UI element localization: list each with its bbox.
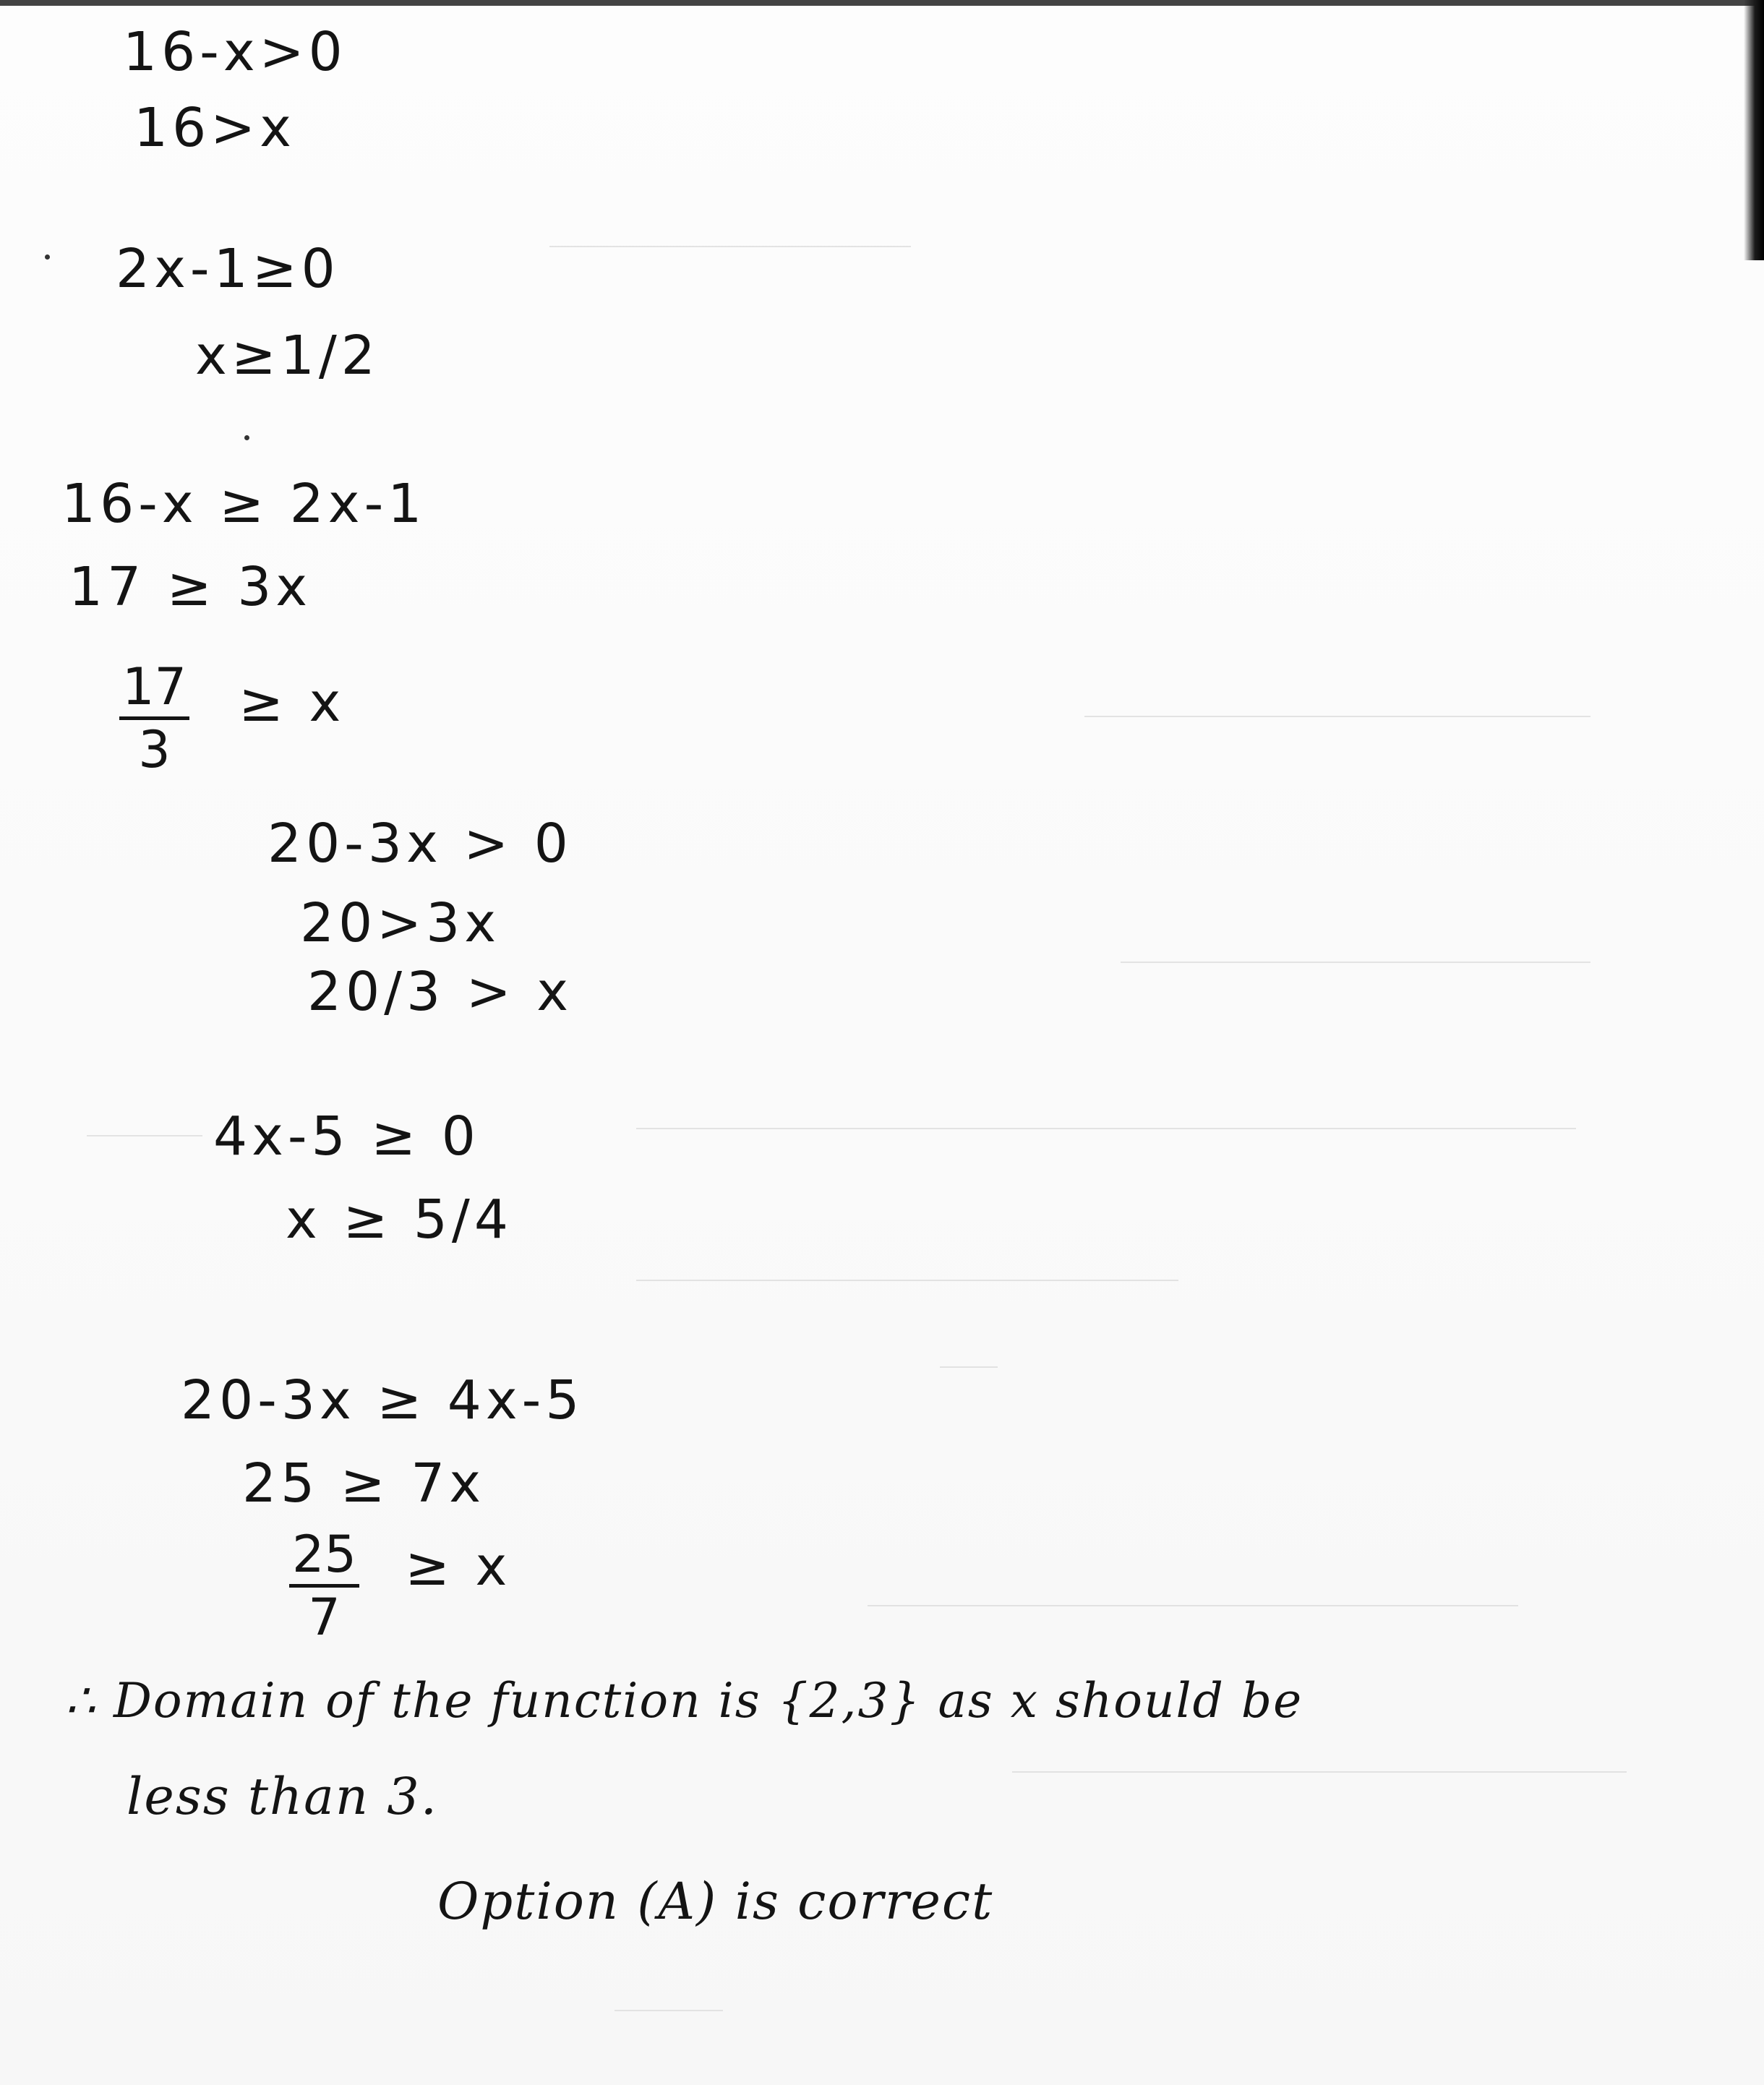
- working-line-2: 16>x: [134, 97, 296, 159]
- conclusion-line-1: ∴ Domain of the function is {2,3} as x should be: [65, 1673, 1303, 1729]
- page-right-edge: [1744, 0, 1764, 260]
- ruled-line: [1012, 1771, 1627, 1773]
- ruled-line: [1084, 716, 1590, 717]
- ruled-line: [636, 1128, 1576, 1129]
- working-line-5: 16-x ≥ 2x-1: [61, 473, 427, 535]
- fraction-17-over-3: [119, 657, 189, 779]
- ruled-line: [1121, 962, 1590, 963]
- fraction-denominator: 3: [138, 720, 171, 779]
- working-line-7-rest: ≥ x: [239, 672, 346, 734]
- working-line-4: x≥1/2: [195, 325, 380, 387]
- ruled-line: [636, 1280, 1178, 1281]
- conclusion-line-2: less than 3.: [127, 1767, 438, 1826]
- working-line-10: 20/3 > x: [307, 961, 573, 1023]
- working-line-6: 17 ≥ 3x: [69, 556, 312, 618]
- page-top-edge: [0, 0, 1764, 6]
- fraction-numerator: 17: [119, 662, 189, 720]
- ruled-line: [868, 1605, 1518, 1606]
- working-line-15-rest: ≥ x: [405, 1536, 512, 1598]
- working-line-1: 16-x>0: [123, 21, 347, 83]
- ruled-line: [87, 1135, 202, 1136]
- fraction-25-over-7: [289, 1525, 359, 1647]
- working-line-14: 25 ≥ 7x: [242, 1452, 486, 1515]
- ruled-line: [549, 246, 911, 247]
- working-line-9: 20>3x: [300, 892, 501, 954]
- working-line-3: 2x-1≥0: [116, 238, 340, 300]
- working-line-12: x ≥ 5/4: [286, 1189, 513, 1251]
- working-line-13: 20-3x ≥ 4x-5: [181, 1369, 584, 1431]
- fraction-numerator: 25: [289, 1529, 359, 1588]
- pen-dot: [45, 254, 50, 260]
- fraction-denominator: 7: [308, 1588, 341, 1647]
- working-line-11: 4x-5 ≥ 0: [213, 1105, 480, 1168]
- ruled-line: [615, 2010, 723, 2011]
- ruled-line: [940, 1366, 998, 1368]
- pen-dot: [244, 435, 249, 440]
- working-line-8: 20-3x > 0: [267, 813, 573, 875]
- answer-line: Option (A) is correct: [437, 1872, 994, 1931]
